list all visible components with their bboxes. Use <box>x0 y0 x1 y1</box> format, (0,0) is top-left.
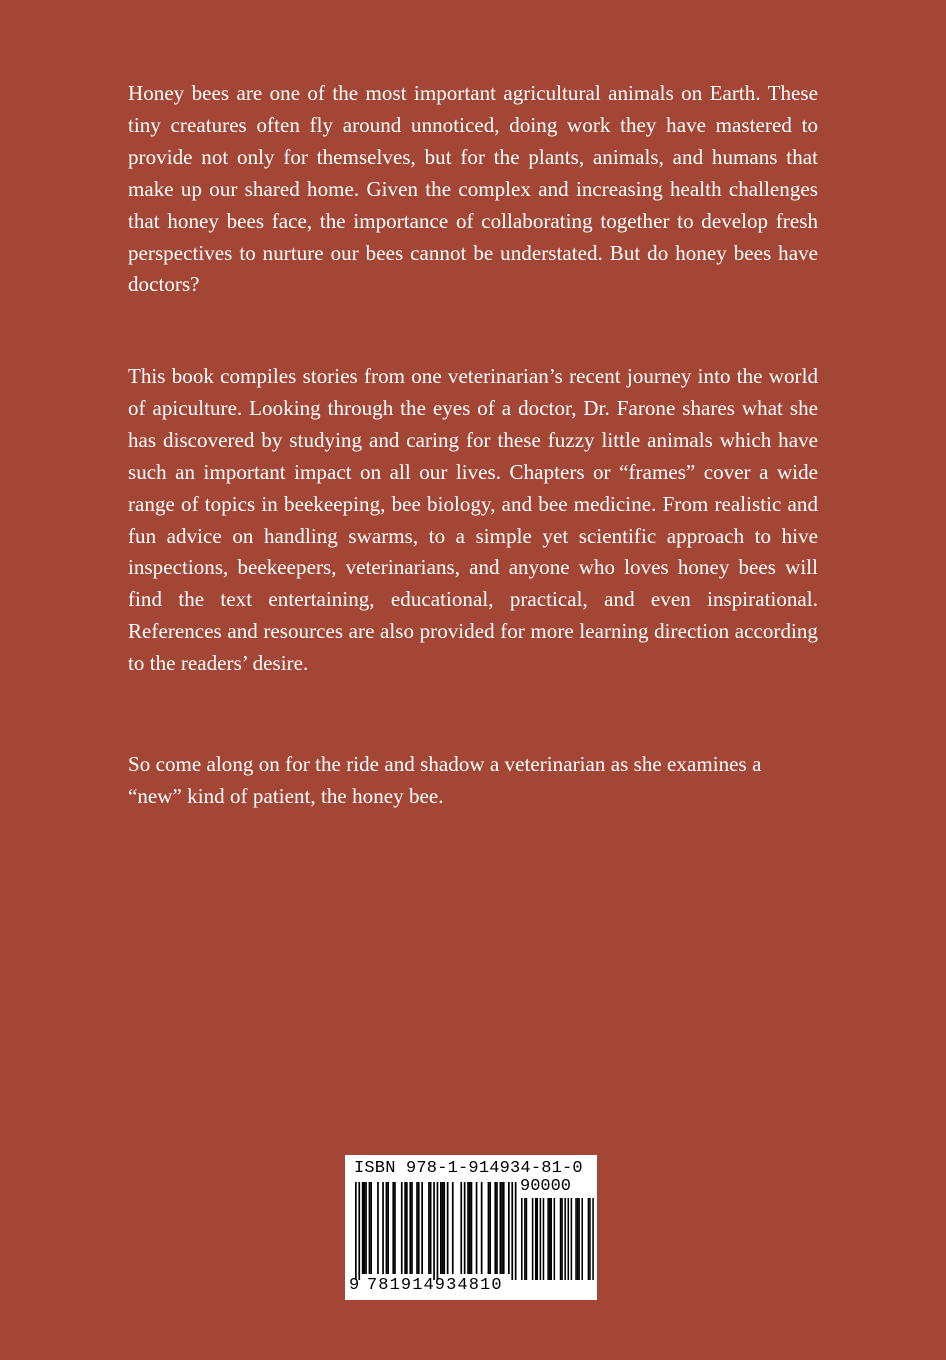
ean-bar <box>364 1182 366 1274</box>
addon-bar <box>578 1198 580 1280</box>
ean-bar <box>370 1182 372 1274</box>
ean-bar <box>386 1182 388 1274</box>
ean-bar <box>464 1182 466 1274</box>
ean-bar <box>404 1182 406 1274</box>
addon-bar <box>568 1198 570 1280</box>
ean-bar <box>500 1182 502 1274</box>
blurb-paragraph-2: This book compiles stories from one veterinarian’s recent journey into the world of apiculture. Looking through the eyes of a doctor, Dr. Farone shares what she has discovered by studying and caring for these fuzzy little animals which have such an important impact on all our lives. Chapters or “frames” cover a wide range of topics in beekeeping, bee biology, and bee medicine. From realistic and fun advice on handling swarms, to a simple yet scientific approach to hive inspections, beekeepers, veterinarians, and anyone who loves honey bees will find the text entertaining, educational, practical, and even inspirational. References and resources are also provided for more learning direction according to the readers’ desire. <box>128 364 818 676</box>
ean-guard-bar <box>355 1182 357 1280</box>
ean-bar <box>416 1182 418 1274</box>
addon-bar <box>549 1198 551 1280</box>
ean-bar <box>467 1182 469 1274</box>
isbn-barcode <box>345 1155 597 1300</box>
addon-bar <box>535 1198 537 1280</box>
addon-bar <box>588 1198 590 1280</box>
ean-bar <box>369 1182 371 1274</box>
ean-bar <box>401 1182 403 1274</box>
ean-guard-bar <box>511 1182 513 1280</box>
ean-bar <box>476 1182 478 1274</box>
addon-bar <box>560 1198 562 1280</box>
ean-bar <box>469 1182 471 1274</box>
blurb-paragraph-1: Honey bees are one of the most important agricultural animals on Earth. These tiny creatures often fly around unnoticed, doing work they have mastered to provide not only for themselves, but for the plants, animals, and humans that make up our shared home. Given the complex and increasing health challenges that honey bees face, the importance of collaborating together to develop fresh perspectives to nurture our bees cannot be understated. But do honey bees have doctors? <box>128 81 818 297</box>
ean-bar <box>421 1182 423 1274</box>
ean-bar <box>471 1182 473 1274</box>
addon-bar <box>524 1198 526 1280</box>
addon-bar <box>537 1198 539 1280</box>
ean-bar <box>377 1182 379 1274</box>
addon-bar <box>554 1198 556 1280</box>
ean-bar <box>428 1182 430 1274</box>
ean-bar <box>409 1182 411 1274</box>
ean-bar <box>418 1182 420 1274</box>
ean-bar <box>394 1182 396 1274</box>
addon-bar <box>577 1198 579 1280</box>
ean-bar <box>503 1182 505 1274</box>
isbn-number: ISBN 978-1-914934-81-0 <box>354 1159 583 1178</box>
ean-bar <box>447 1182 449 1274</box>
ean-guard-bar <box>358 1182 360 1280</box>
barcode-digits: 781914934810 <box>367 1276 503 1295</box>
ean-bar <box>411 1182 413 1274</box>
ean-bar <box>496 1182 498 1274</box>
ean-bar <box>508 1182 510 1274</box>
addon-bar <box>532 1198 534 1280</box>
ean-bar <box>430 1182 432 1274</box>
ean-bar <box>382 1182 384 1274</box>
addon-bar <box>592 1198 594 1280</box>
ean-bar <box>387 1182 389 1274</box>
ean-bar <box>460 1182 462 1274</box>
ean-guard-bar <box>515 1182 517 1280</box>
addon-bar <box>526 1198 528 1280</box>
ean-bar <box>489 1182 491 1274</box>
blurb-paragraph-3: So come along on for the ride and shadow a veterinarian as she examines a “new” kind of patient, the honey bee. <box>128 752 762 808</box>
ean-bar <box>440 1182 442 1274</box>
ean-bar <box>392 1182 394 1274</box>
addon-bar <box>561 1198 563 1280</box>
ean-bar <box>481 1182 483 1274</box>
addon-bar <box>581 1198 583 1280</box>
addon-bar <box>550 1198 552 1280</box>
ean-bar <box>501 1182 503 1274</box>
ean-bar <box>365 1182 367 1274</box>
addon-bar <box>575 1198 577 1280</box>
addon-bar <box>540 1198 542 1280</box>
ean-bar <box>443 1182 445 1274</box>
ean-bar <box>494 1182 496 1274</box>
addon-bar <box>564 1198 566 1280</box>
ean-bar <box>406 1182 408 1274</box>
addon-bar <box>547 1198 549 1280</box>
addon-bar <box>589 1198 591 1280</box>
addon-bar <box>543 1198 545 1280</box>
addon-bar <box>521 1198 523 1280</box>
ean-bar <box>452 1182 454 1274</box>
ean-bar <box>488 1182 490 1274</box>
addon-bar <box>571 1198 573 1280</box>
ean-bar <box>362 1182 364 1274</box>
price-addon-digits: 90000 <box>520 1177 572 1196</box>
ean-guard-bar <box>433 1182 435 1280</box>
barcode-lead-digit: 9 <box>349 1276 360 1295</box>
ean-guard-bar <box>437 1182 439 1280</box>
ean-bar <box>442 1182 444 1274</box>
